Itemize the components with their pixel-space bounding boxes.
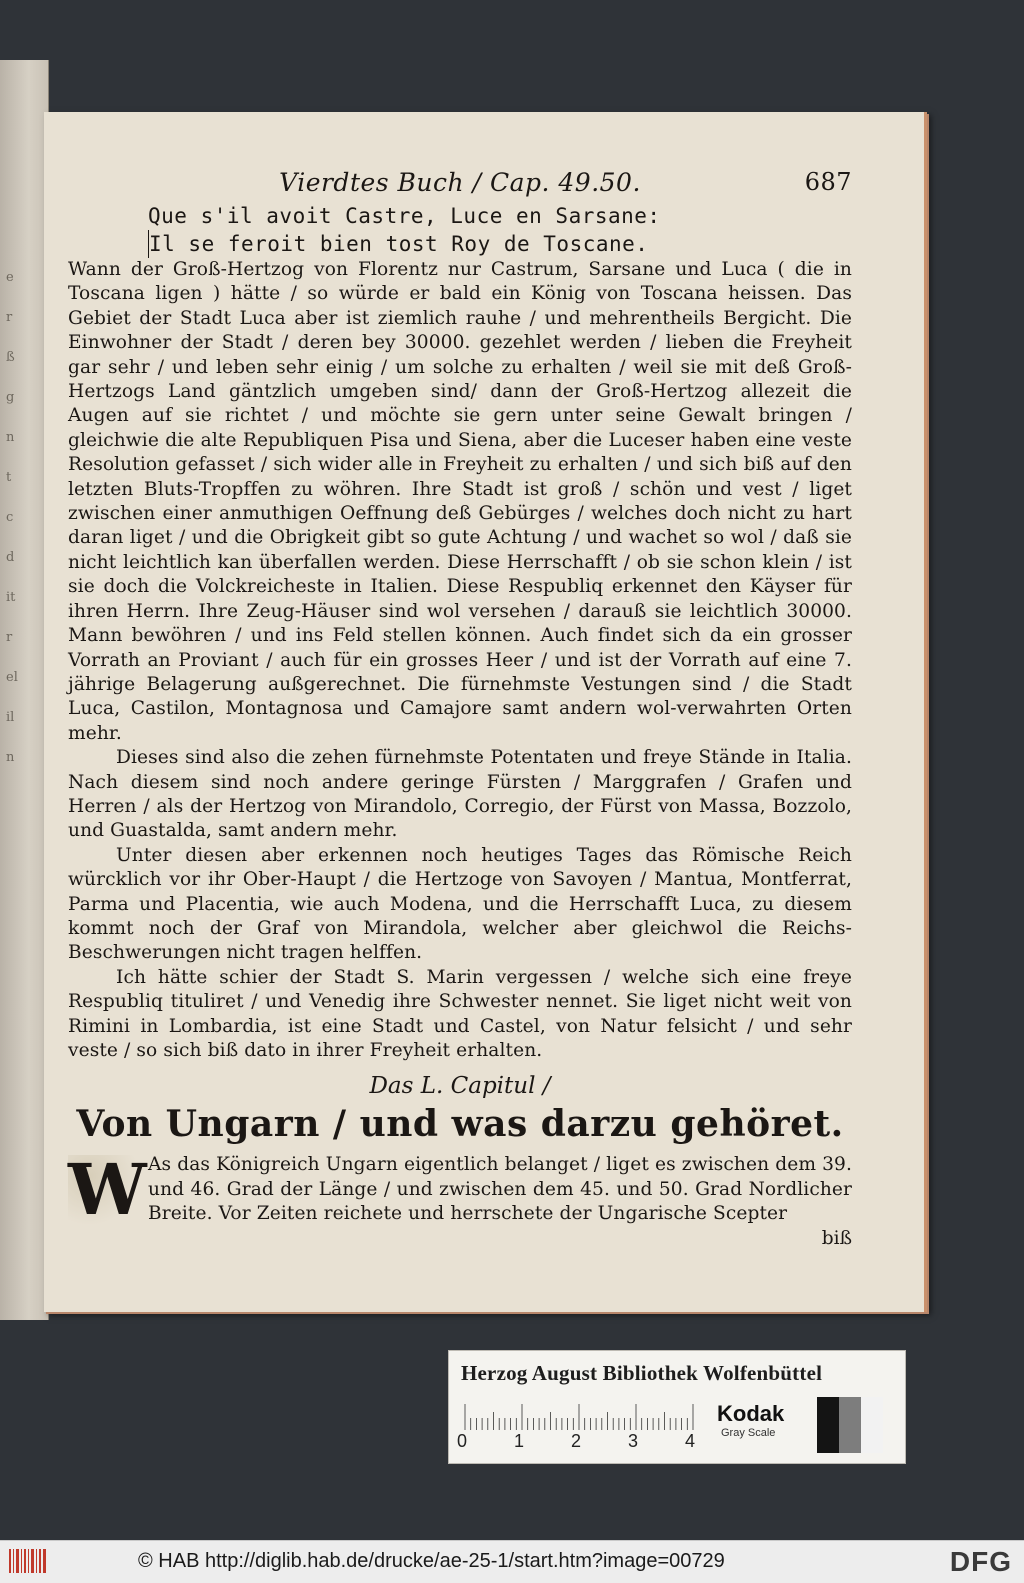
facing-page-fragment: g (6, 390, 15, 405)
facing-page-edge (0, 60, 49, 1320)
running-head (68, 168, 852, 202)
kodak-logo: Kodak (717, 1401, 785, 1426)
facing-page-fragment: it (6, 590, 16, 605)
verse-line-2: Il se feroit bien tost Roy de Toscane. (148, 230, 852, 258)
ruler-number: 3 (628, 1431, 639, 1451)
gray-swatch (817, 1397, 839, 1453)
gray-swatch (861, 1397, 883, 1453)
chapter-title: Von Ungarn / und was darzu gehöret. (76, 1103, 844, 1146)
running-head-title: Vierdtes Buch / Cap. 49.50. (279, 168, 641, 197)
facing-page-fragment: ß (6, 350, 15, 365)
decorated-initial: W (68, 1148, 147, 1232)
paragraph-reich: Unter diesen aber erkennen noch heutiges Tages das Römische Reich würcklich vor ihr Ober-Haupt / die Hertzoge von Savoyen / Mantua, Montferrat, Parma und Placentia, wie auch Modena, und die Herrschafft Luca, zu diesem kommt noch der Graf von Mirandola, welcher aber gleichwol die Reichs-Beschwerungen nicht tragen helffen. (68, 844, 852, 964)
facing-page-fragment: d (6, 550, 15, 565)
library-name: Herzog August Bibliothek Wolfenbüttel (461, 1361, 823, 1385)
paragraph-luca: Wann der Groß-Hertzog von Florentz nur Castrum, Sarsane und Luca ( die in Toscana ligen ) hätte / so würde er bald ein König von Toscana heissen. Das Gebiet der Stadt Luca aber ist ziemlich rauhe / und mehrentheils Bergicht. Die Einwohner der Stadt / deren bey 30000. gezehlet werden / lieben die Freyheit gar sehr / und leben sehr einig / um solche zu erhalten / weil sie mit deß Groß-Hertzogs Land gäntzlich umgeben sind/ dann der Groß-Hertzog allezeit die Augen auf sie richtet / und möchte sie gern unter seine Gewalt bringen / gleichwie die alte Republiquen Pisa und Siena, aber die Luceser haben eine veste Resolution gefasset / sich wider alle in Freyheit zu erhalten / und sich biß auf den letzten Bluts-Tropffen zu wöhren. Ihre Stadt ist groß / schön und vest / liget zwischen einer anmuthigen Oeffnung deß Gebürges / welches doch nicht zu hart daran liget / und die Obrigkeit gibt so gute Achtung / und wachet so wol / daß sie nicht leichtlich kan überfallen werden. Diese Herrschafft / ob sie schon klein / ist sie doch die Volckreicheste in Italien. Diese Respubliq erkennet den Käyser für ihren Herrn. Ihre Zeug-Häuser sind wol versehen / darauß sie leichtlich 30000. Mann bewöhren / und ins Feld stellen können. Auch findet sich da ein grosser Vorrath an Proviant / auch für ein grosses Heer / und ist der Vorrath auf eine 7. jährige Belagerung außgerechnet. Die fürnehmste Vestungen sind / die Stadt Luca, Castilon, Montagnosa und Camajore samt andern wol-verwahrten Orten mehr. (68, 259, 852, 744)
facing-page-fragment: el (6, 670, 18, 685)
facing-page-fragment: e (6, 270, 14, 285)
page-number: 687 (804, 168, 852, 196)
ruler-scale (463, 1403, 697, 1431)
footer-bar (0, 1540, 1024, 1583)
paragraph-potentaten: Dieses sind also die zehen fürnehmste Potentaten und freye Stände in Italia. Nach diesem sind noch andere geringe Fürsten / Marggrafen / Grafen und Herren / als der Hertzog von Mirandolo, Corregio, der Fürst von Massa, Bozzolo, und Guastalda, samt andern mehr. (68, 747, 852, 842)
ruler-numbers (457, 1431, 697, 1453)
page-text-block (68, 168, 852, 1251)
gray-swatches (817, 1397, 883, 1453)
ruler-number: 0 (457, 1431, 468, 1451)
copyright-url[interactable]: © HAB http://diglib.hab.de/drucke/ae-25-1/start.htm?image=00729 (138, 1550, 725, 1572)
facing-page-fragment: il (6, 710, 15, 725)
gray-scale-label: Gray Scale (721, 1427, 776, 1439)
paragraph-san-marin: Ich hätte schier der Stadt S. Marin vergessen / welche sich eine freye Respubliq tituliret / und Venedig ihre Schwester nennet. Sie liget nicht weit von Rimini in Lombardia, ist eine Stadt und Castel, von Natur felsicht / und sehr veste / so sich biß dato in ihrer Freyheit erhalten. (68, 966, 852, 1061)
facing-page-fragment: n (6, 750, 15, 765)
ruler-number: 4 (685, 1431, 696, 1451)
dfg-logo: DFG (949, 1546, 1012, 1577)
facing-page-fragment: t (6, 470, 12, 485)
gray-swatch (839, 1397, 861, 1453)
chapter-opening-text: As das Königreich Ungarn eigentlich belanget / liget es zwischen dem 39. und 46. Grad der Länge / und zwischen dem 45. und 50. Grad Nordlicher Breite. Vor Zeiten reichete und herrschete der Ungarische Scepter (148, 1154, 852, 1225)
verse-line-1: Que s'il avoit Castre, Luce en Sarsane: (148, 204, 661, 228)
catchword: biß (821, 1227, 852, 1249)
barcode-icon (8, 1547, 48, 1575)
facing-page-fragment: r (6, 310, 13, 325)
facing-page-fragment: r (6, 630, 13, 645)
facing-page-fragment: n (6, 430, 15, 445)
library-label-card (448, 1350, 906, 1464)
chapter-opening (68, 1148, 852, 1250)
ruler-number: 1 (514, 1431, 525, 1451)
ruler-number: 2 (571, 1431, 582, 1451)
chapter-label: Das L. Capitul / (369, 1073, 551, 1100)
book-page (44, 112, 927, 1312)
facing-page-fragment: c (6, 510, 14, 525)
